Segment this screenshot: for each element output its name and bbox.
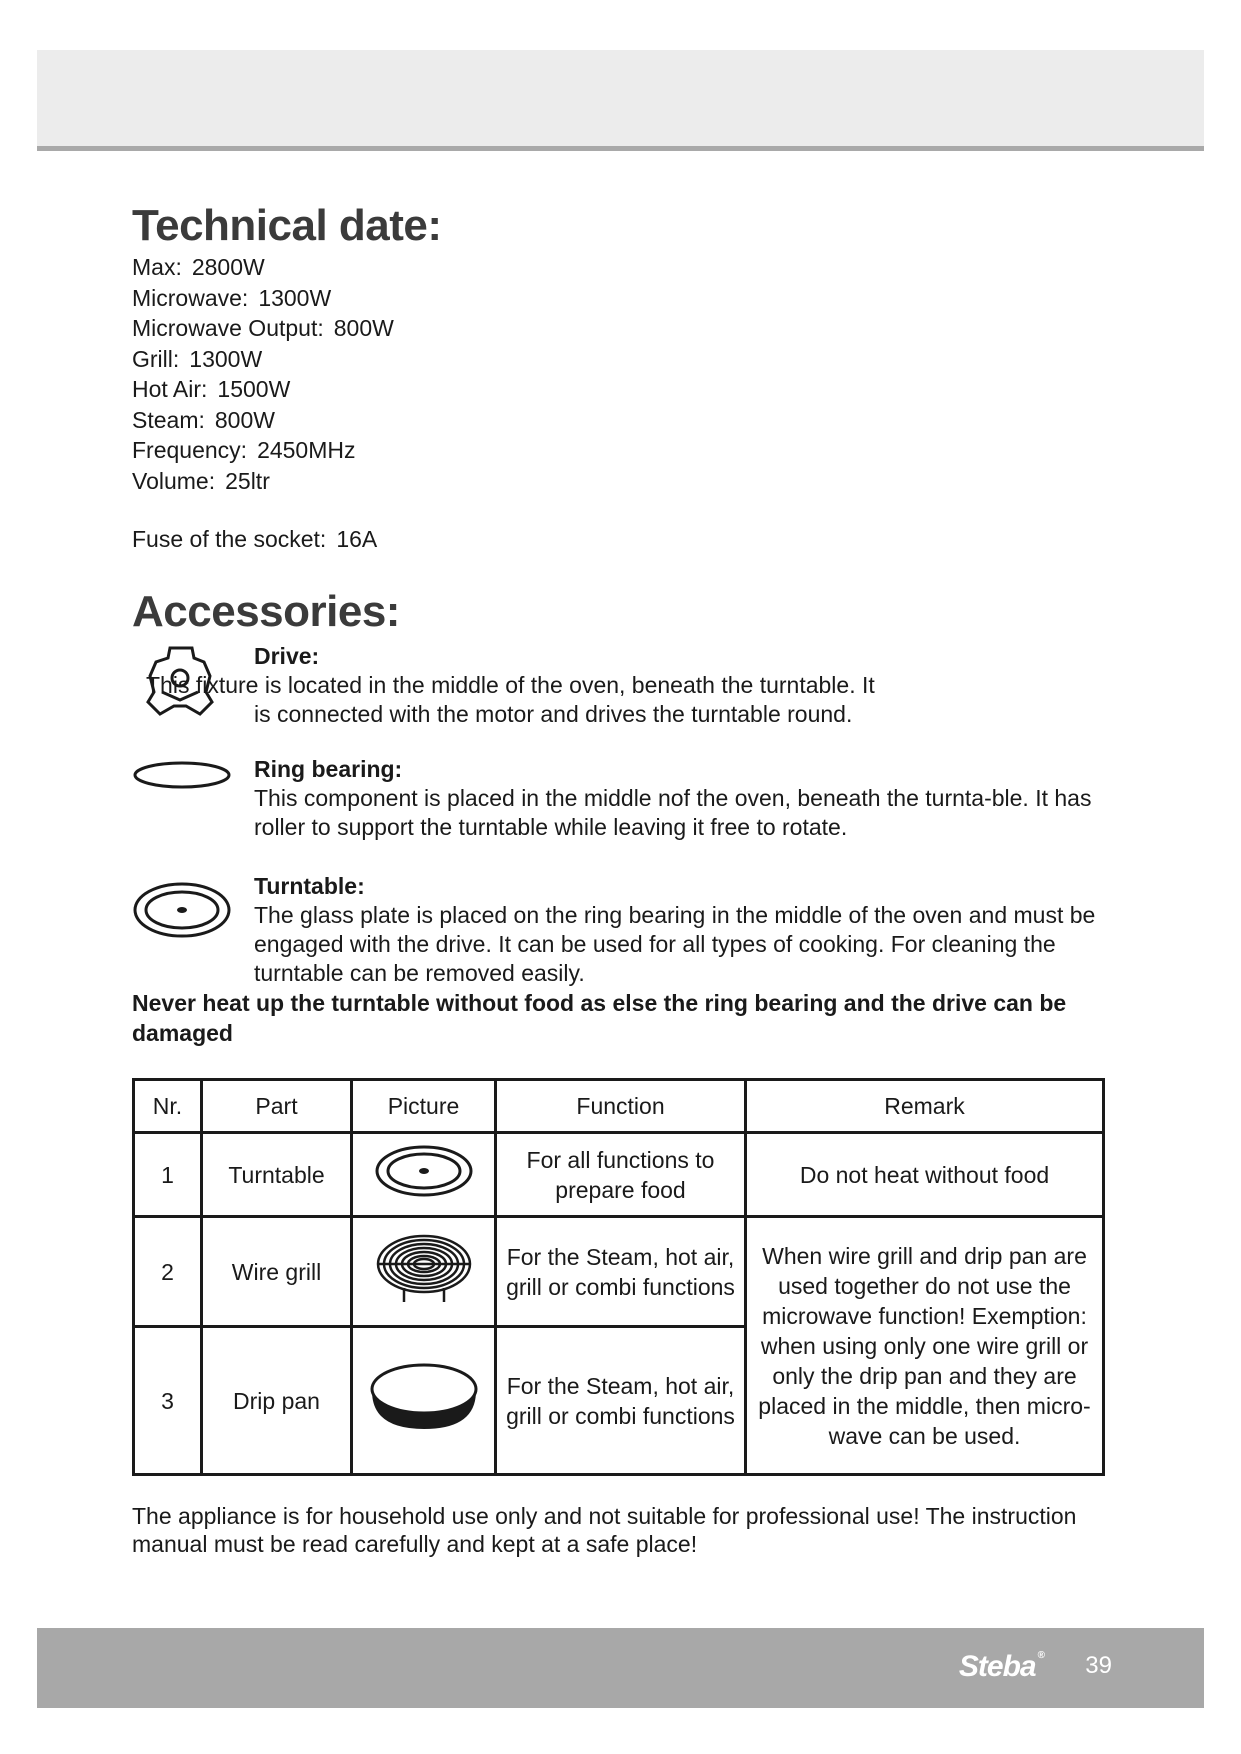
turntable-label: Turntable: [254,873,365,899]
brand-logo: Steba ® [959,1650,1044,1684]
footnote: The appliance is for household use only and not suitable for professional use! The instruction manual must be read carefully and kept at a safe place! [132,1503,1077,1557]
header-nr: Nr. [134,1080,202,1133]
cell-function: For the Steam, hot air, grill or combi functions [496,1217,746,1327]
drive-label: Drive: [254,643,320,669]
footer-band [37,1628,1204,1708]
ring-bearing-label: Ring bearing: [254,756,403,782]
accessories-title: Accessories: [132,587,400,636]
turntable-item [132,872,1132,988]
spec-item: Volume: 25ltr [132,467,270,494]
drive-item [132,642,1132,729]
spec-item: Steam: 800W [132,406,275,433]
fuse-line: Fuse of the socket: 16A [132,526,378,552]
cell-nr: 2 [134,1217,202,1327]
cell-picture [352,1217,496,1327]
table-row [134,1133,1104,1217]
table-row [134,1217,1104,1327]
drive-text-line2: is connected with the motor and drives the turntable round. [254,701,853,727]
cell-part: Drip pan [202,1327,352,1475]
ring-bearing-text: This component is placed in the middle nof the oven, beneath the turnta-ble. It has roller to support the turntable while leaving it free to rotate. [254,785,1092,840]
main-content [132,200,1132,1048]
cell-picture [352,1133,496,1217]
header-remark: Remark [746,1080,1104,1133]
cell-picture [352,1327,496,1475]
cell-part: Wire grill [202,1217,352,1327]
cell-nr: 3 [134,1327,202,1475]
warning-text: Never heat up the turntable without food as else the ring bearing and the drive can be damaged [132,990,1067,1046]
turntable-text: The glass plate is placed on the ring bearing in the middle of the oven and must be engaged with the drive. It can be used for all types of cooking. For cleaning the turntable can be removed easily. [254,902,1096,986]
turntable-icon [374,1143,474,1199]
wire-grill-icon [374,1232,474,1304]
spec-list [132,252,1132,496]
drip-pan-icon [368,1361,480,1433]
table-header-row [134,1080,1104,1133]
cell-function: For all functions to prepare food [496,1133,746,1217]
cell-remark-shared: When wire grill and drip pan are used together do not use the microwave function! Exemption: when using only one wire grill or only the drip pan and they are placed in the middle, then micro-wave can be used. [746,1217,1104,1475]
spec-item: Frequency: 2450MHz [132,437,356,463]
header-picture: Picture [352,1080,496,1133]
cell-part: Turntable [202,1133,352,1217]
header-band [37,50,1204,151]
spec-item: Max: 2800W [132,254,265,280]
ring-bearing-item [132,755,1132,842]
spec-item: Grill: 1300W [132,345,263,372]
spec-item: Microwave Output: 800W [132,315,394,341]
parts-table [132,1078,1105,1476]
ring-bearing-icon [132,759,232,791]
cell-nr: 1 [134,1133,202,1217]
technical-title: Technical date: [132,201,442,250]
spec-item: Hot Air: 1500W [132,376,291,402]
drive-icon [140,642,220,722]
header-function: Function [496,1080,746,1133]
drive-text-line1: This fixture is located in the middle of the oven, beneath the turntable. It [146,672,875,698]
header-part: Part [202,1080,352,1133]
cell-function: For the Steam, hot air, grill or combi functions [496,1327,746,1475]
spec-item: Microwave: 1300W [132,284,332,311]
turntable-icon [132,880,232,940]
cell-remark: Do not heat without food [746,1133,1104,1217]
page-number: 39 [1085,1652,1112,1679]
